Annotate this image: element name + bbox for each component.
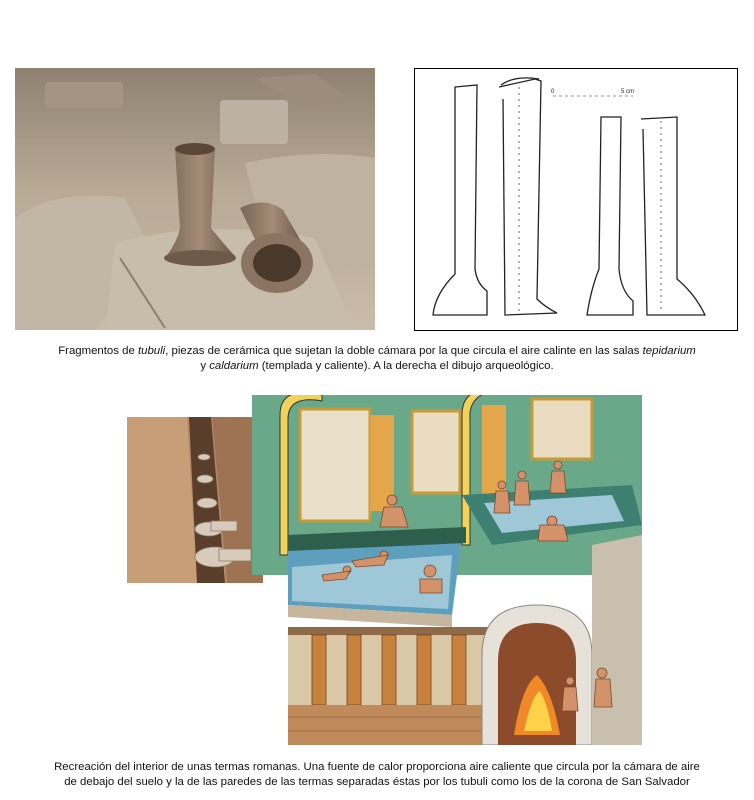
scale-label-zero: 0	[551, 89, 555, 95]
caption-term-caldarium: caldarium	[209, 360, 259, 372]
archaeological-drawing	[414, 68, 738, 331]
caption-bottom-line-1: Recreación del interior de unas termas romanas. Una fuente de calor proporciona aire caliente que circula por la cámara de aire	[54, 761, 700, 773]
caption-text: Fragmentos de	[58, 345, 138, 357]
caption-text: , piezas de cerámica que sujetan la doble cámara por la que circula el aire calinte en las salas	[165, 345, 643, 357]
caption-text: y	[200, 360, 210, 372]
caption-term-tepidarium: tepidarium	[642, 345, 696, 357]
caption-top	[0, 344, 754, 374]
photo-wall-tubuli	[127, 417, 263, 583]
caption-top-line-2	[0, 359, 754, 374]
tubuli-drawing-illustration	[415, 69, 737, 330]
wall-tubuli-illustration	[127, 417, 263, 583]
roman-baths-illustration	[252, 395, 642, 745]
caption-text: (templada y caliente). A la derecha el dibujo arqueológico.	[258, 360, 554, 372]
photo-tubuli-illustration	[15, 68, 375, 330]
caption-bottom-line-2: de debajo del suelo y la de las paredes de las termas separadas éstas por los tubuli como los de la corona de San Salvador	[64, 776, 690, 788]
caption-bottom	[0, 760, 754, 790]
caption-top-line-1	[0, 344, 754, 359]
scale-label-cm: 5 cm	[621, 89, 635, 95]
caption-term-tubuli: tubuli	[137, 345, 166, 357]
photo-tubuli-fragments	[15, 68, 375, 330]
roman-baths-drawing	[252, 395, 642, 745]
